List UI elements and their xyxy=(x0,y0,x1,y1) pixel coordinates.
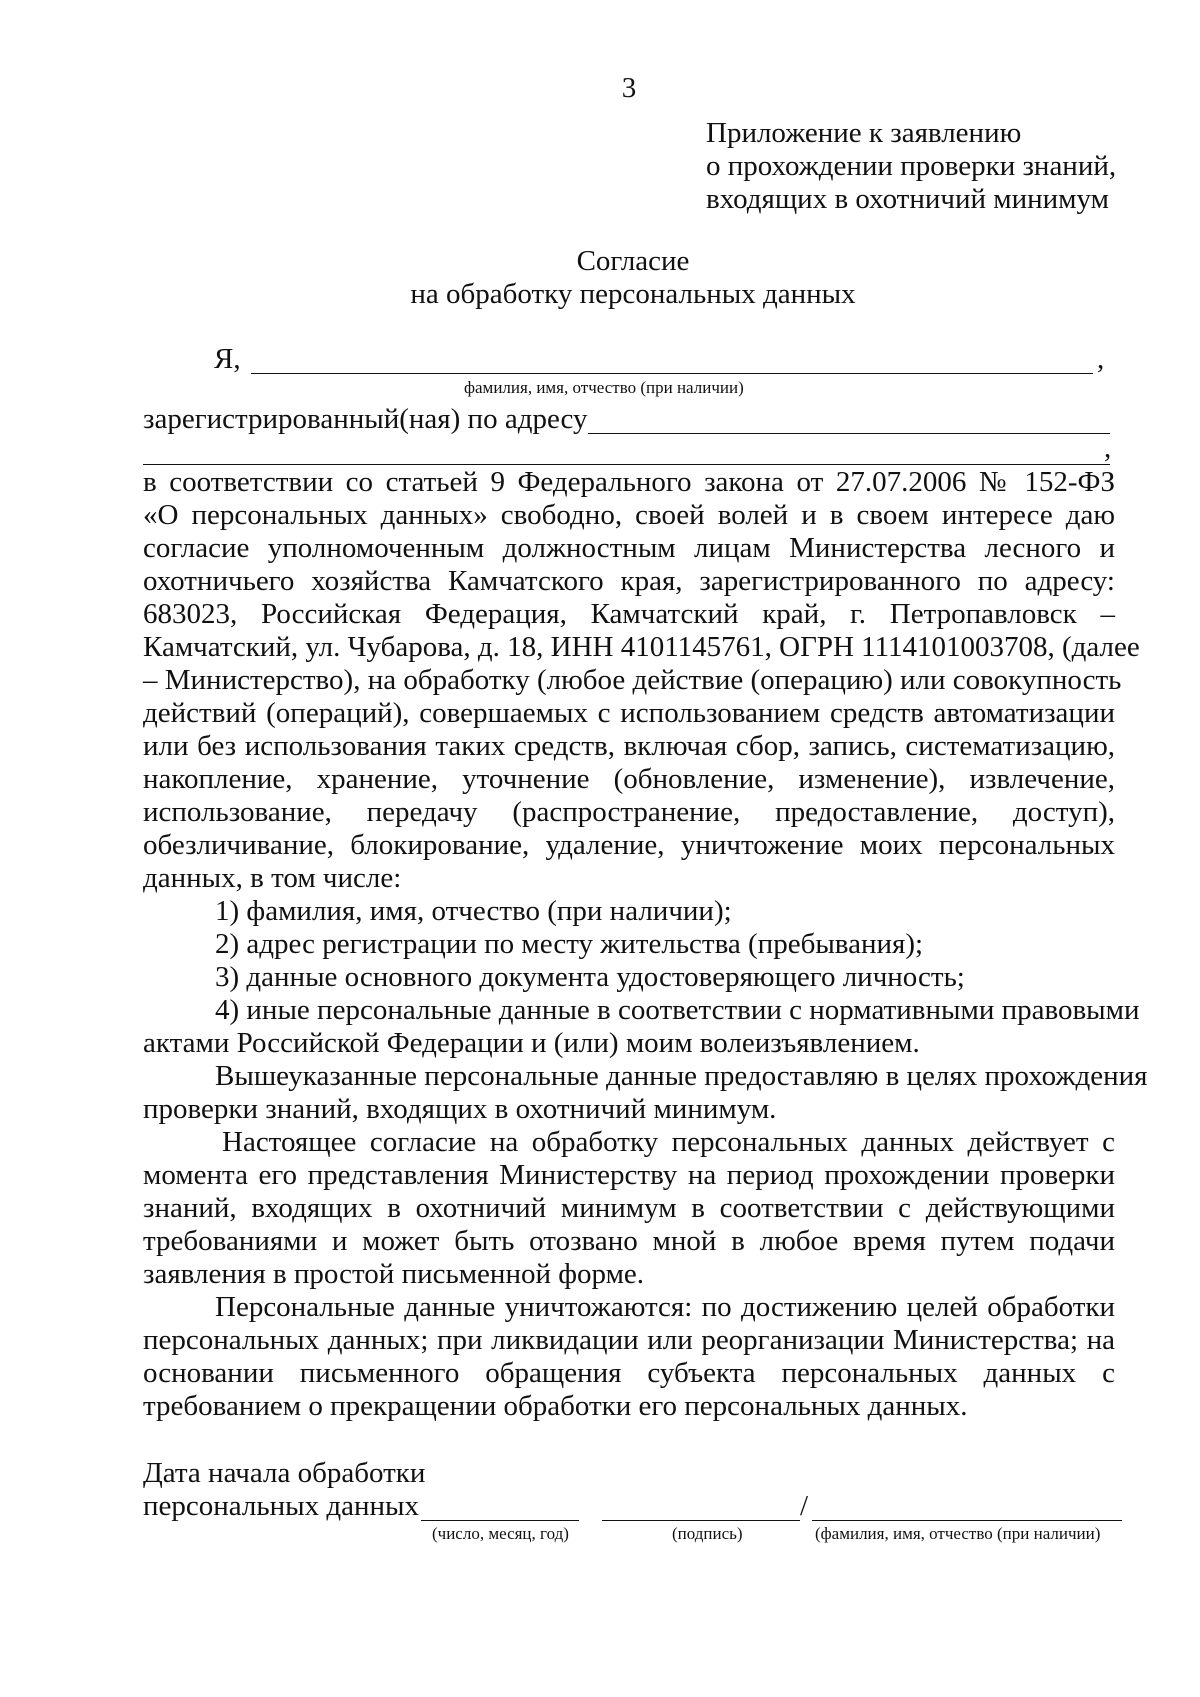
body-line: или без использования таких средств, включая сбор, запись, систематизацию, xyxy=(143,730,1115,762)
date-field-line[interactable] xyxy=(421,1520,579,1521)
address-field-comma: , xyxy=(1104,432,1112,464)
body-line: Настоящее согласие на обработку персональных данных действует с xyxy=(222,1126,1115,1158)
body-line: согласие уполномоченным должностным лицам Министерства лесного и xyxy=(143,532,1115,564)
fullname-caption: (фамилия, имя, отчество (при наличии) xyxy=(815,1524,1101,1543)
body-line: Персональные данные уничтожаются: по достижению целей обработки xyxy=(215,1291,1115,1323)
body-line: заявления в простой письменной форме. xyxy=(143,1258,645,1290)
body-line: основании письменного обращения субъекта персональных данных с xyxy=(143,1357,1115,1389)
document-title: Согласие xyxy=(576,245,690,277)
body-line: действий (операций), совершаемых с использованием средств автоматизации xyxy=(143,697,1115,729)
date-label-line-2: персональных данных xyxy=(143,1490,420,1522)
list-item-continuation: актами Российской Федерации и (или) моим волеизъявлением. xyxy=(143,1027,920,1059)
body-line: проверки знаний, входящих в охотничий минимум. xyxy=(143,1093,777,1125)
page-number: 3 xyxy=(621,72,637,104)
body-line: момента его представления Министерству на период прохождении проверки xyxy=(143,1159,1115,1191)
body-line: охотничьего хозяйства Камчатского края, зарегистрированного по адресу: xyxy=(143,565,1115,597)
appendix-line-3: входящих в охотничий минимум xyxy=(706,183,1109,215)
body-line: требованиями и может быть отозвано мной в любое время путем подачи xyxy=(143,1225,1115,1257)
i-label: Я, xyxy=(214,343,241,375)
list-item: 3) данные основного документа удостоверяющего личность; xyxy=(215,961,965,993)
name-field-caption: фамилия, имя, отчество (при наличии) xyxy=(464,378,744,397)
body-line: Вышеуказанные персональные данные предоставляю в целях прохождения xyxy=(215,1060,1148,1092)
body-line: 683023, Российская Федерация, Камчатский край, г. Петропавловск – xyxy=(143,598,1115,630)
body-line: требованием о прекращении обработки его персональных данных. xyxy=(143,1390,968,1422)
list-item: 1) фамилия, имя, отчество (при наличии); xyxy=(215,895,732,927)
registered-address-label: зарегистрированный(ная) по адресу xyxy=(143,403,588,435)
address-field-line-2[interactable] xyxy=(143,464,1110,465)
body-line: Камчатский, ул. Чубарова, д. 18, ИНН 4101145761, ОГРН 1114101003708, (далее xyxy=(143,631,1140,663)
appendix-note xyxy=(706,117,1116,216)
appendix-line-1: Приложение к заявлению xyxy=(706,117,1022,149)
date-caption: (число, месяц, год) xyxy=(432,1524,569,1543)
body-line: использование, передачу (распространение, предоставление, доступ), xyxy=(143,796,1115,828)
address-field-line-1[interactable] xyxy=(588,433,1110,434)
signature-caption: (подпись) xyxy=(672,1524,743,1543)
body-line: обезличивание, блокирование, удаление, уничтожение моих персональных xyxy=(143,829,1115,861)
body-line: знаний, входящих в охотничий минимум в соответствии с действующими xyxy=(143,1192,1115,1224)
list-item: 2) адрес регистрации по месту жительства (пребывания); xyxy=(215,928,924,960)
signature-field-line[interactable] xyxy=(602,1520,800,1521)
name-field-comma: , xyxy=(1097,343,1105,375)
fullname-field-line[interactable] xyxy=(812,1520,1122,1521)
name-field-line[interactable] xyxy=(251,373,1093,374)
document-subtitle: на обработку персональных данных xyxy=(410,278,856,310)
body-line: – Министерство), на обработку (любое действие (операцию) или совокупность xyxy=(143,664,1122,696)
body-line: данных, в том числе: xyxy=(143,862,402,894)
date-label-line-1: Дата начала обработки xyxy=(143,1457,426,1489)
body-line: в соответствии со статьей 9 Федерального закона от 27.07.2006 № 152-ФЗ xyxy=(143,466,1115,498)
body-line: накопление, хранение, уточнение (обновление, изменение), извлечение, xyxy=(143,763,1115,795)
body-line: «О персональных данных» свободно, своей волей и в своем интересе даю xyxy=(143,499,1115,531)
body-line: персональных данных; при ликвидации или реорганизации Министерства; на xyxy=(143,1324,1115,1356)
appendix-line-2: о прохождении проверки знаний, xyxy=(706,150,1117,182)
list-item: 4) иные персональные данные в соответствии с нормативными правовыми xyxy=(215,994,1140,1026)
signature-slash: / xyxy=(800,1490,809,1522)
